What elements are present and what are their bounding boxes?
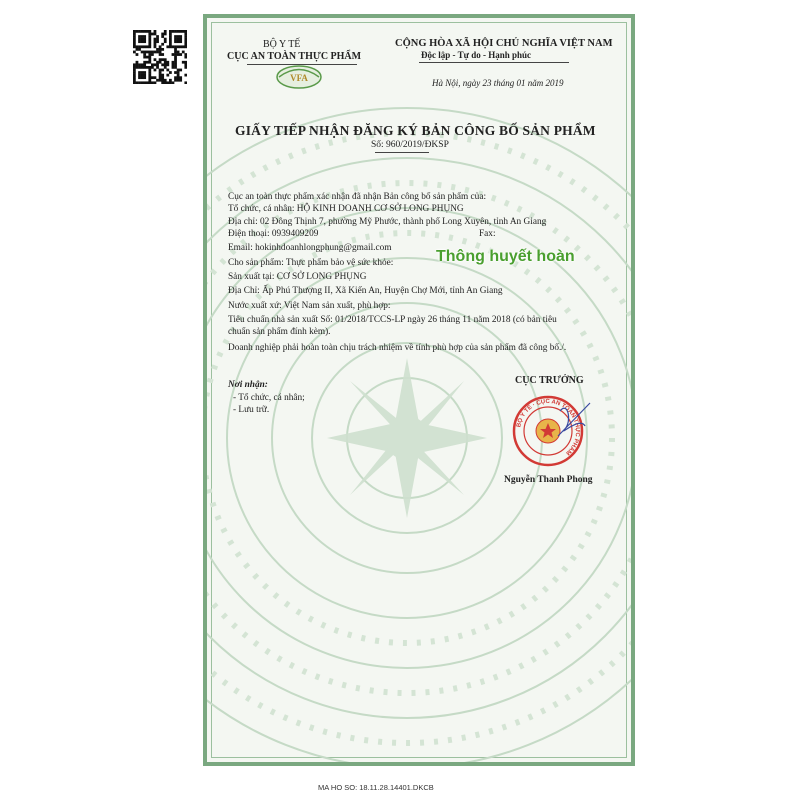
qr-module: [179, 38, 182, 41]
qr-module: [172, 63, 175, 66]
qr-module: [161, 79, 164, 82]
qr-module: [136, 66, 139, 69]
qr-module: [154, 58, 157, 61]
qr-module: [166, 45, 169, 48]
qr-module: [133, 71, 136, 74]
qr-module: [148, 74, 151, 77]
qr-module: [161, 53, 164, 56]
qr-module: [159, 58, 162, 61]
receivers-label: Nơi nhận:: [228, 380, 268, 390]
qr-module: [179, 35, 182, 38]
qr-module: [174, 53, 177, 56]
qr-module: [169, 81, 172, 84]
qr-module: [177, 51, 180, 54]
qr-module: [154, 43, 157, 46]
qr-module: [133, 63, 136, 66]
qr-module: [133, 38, 136, 41]
qr-module: [141, 81, 144, 84]
qr-module: [177, 35, 180, 38]
qr-module: [143, 61, 146, 64]
qr-module: [184, 66, 187, 69]
director-title: CỤC TRƯỞNG: [515, 375, 584, 386]
qr-module: [148, 40, 151, 43]
qr-module: [169, 79, 172, 82]
qr-module: [184, 45, 187, 48]
qr-module: [141, 51, 144, 54]
qr-module: [184, 74, 187, 77]
body-line: Tổ chức, cá nhân: HỘ KINH DOANH CƠ SỞ LONG PHỤNG: [228, 204, 464, 214]
qr-module: [156, 38, 159, 41]
qr-module: [174, 45, 177, 48]
body-line: Tiêu chuẩn nhà sản xuất Số: 01/2018/TCCS-LP ngày 26 tháng 11 năm 2018 (có bản tiêu: [228, 315, 557, 325]
official-seal-icon: [510, 391, 596, 477]
qr-module: [156, 48, 159, 51]
national-motto: Độc lập - Tự do - Hạnh phúc: [421, 50, 532, 60]
qr-module: [177, 71, 180, 74]
seal-text: BỘ Y TẾ · CỤC AN TOÀN THỰC PHẨM: [516, 398, 581, 456]
qr-module: [172, 81, 175, 84]
body-line: Sản xuất tại: CƠ SỞ LONG PHỤNG: [228, 272, 367, 282]
qr-module: [151, 63, 154, 66]
qr-module: [141, 74, 144, 77]
qr-module: [169, 45, 172, 48]
qr-module: [184, 56, 187, 59]
qr-module: [179, 30, 182, 33]
qr-module: [143, 71, 146, 74]
qr-module: [179, 79, 182, 82]
qr-module: [166, 61, 169, 64]
body-line: chuẩn sản phẩm đính kèm).: [228, 327, 331, 337]
qr-module: [133, 33, 136, 36]
qr-module: [172, 61, 175, 64]
qr-module: [179, 45, 182, 48]
qr-module: [182, 45, 185, 48]
qr-module: [143, 35, 146, 38]
qr-module: [179, 69, 182, 72]
qr-module: [141, 66, 144, 69]
product-name-overlay: Thông huyết hoàn: [436, 248, 575, 265]
qr-module: [159, 71, 162, 74]
qr-module: [159, 51, 162, 54]
qr-module: [184, 40, 187, 43]
qr-module: [154, 30, 157, 33]
qr-module: [169, 35, 172, 38]
qr-module: [141, 40, 144, 43]
qr-module: [161, 76, 164, 79]
qr-code: [133, 30, 187, 84]
qr-module: [133, 81, 136, 84]
qr-module: [159, 79, 162, 82]
qr-module: [154, 51, 157, 54]
ministry-name: BỘ Y TẾ: [263, 39, 301, 50]
qr-code-icon: [133, 30, 187, 84]
qr-module: [159, 69, 162, 72]
qr-module: [184, 53, 187, 56]
qr-module: [156, 66, 159, 69]
qr-module: [182, 61, 185, 64]
qr-module: [146, 81, 149, 84]
qr-module: [146, 66, 149, 69]
qr-module: [177, 53, 180, 56]
qr-module: [161, 69, 164, 72]
qr-module: [156, 51, 159, 54]
qr-module: [161, 74, 164, 77]
receiver-item: - Lưu trữ.: [233, 405, 270, 415]
qr-module: [177, 76, 180, 79]
body-line: Địa Chỉ: Ấp Phú Thượng II, Xã Kiến An, Huyện Chợ Mới, tỉnh An Giang: [228, 286, 503, 296]
qr-module: [136, 45, 139, 48]
qr-module: [174, 48, 177, 51]
qr-module: [156, 61, 159, 64]
qr-module: [174, 40, 177, 43]
qr-module: [184, 63, 187, 66]
body-line: Địa chỉ: 02 Đông Thịnh 7, phường Mỹ Phước, thành phố Long Xuyên, tỉnh An Giang: [228, 217, 547, 227]
qr-module: [156, 35, 159, 38]
document-title: GIẤY TIẾP NHẬN ĐĂNG KÝ BẢN CÔNG BỐ SẢN PHẨM: [235, 123, 596, 138]
qr-module: [138, 38, 141, 41]
qr-module: [138, 71, 141, 74]
qr-module: [177, 74, 180, 77]
qr-module: [174, 38, 177, 41]
body-line: Email: hokinhdoanhlongphung@gmail.com: [228, 243, 392, 253]
qr-module: [154, 45, 157, 48]
qr-module: [133, 66, 136, 69]
fax-label: Fax:: [479, 229, 496, 239]
qr-module: [174, 61, 177, 64]
qr-module: [148, 79, 151, 82]
qr-module: [164, 58, 167, 61]
qr-module: [177, 79, 180, 82]
qr-module: [151, 66, 154, 69]
qr-module: [169, 71, 172, 74]
qr-module: [143, 30, 146, 33]
qr-module: [143, 56, 146, 59]
qr-module: [146, 30, 149, 33]
qr-module: [133, 79, 136, 82]
qr-module: [136, 63, 139, 66]
qr-module: [184, 35, 187, 38]
qr-module: [159, 74, 162, 77]
qr-module: [174, 56, 177, 59]
qr-module: [174, 58, 177, 61]
body-line: Doanh nghiệp phải hoàn toàn chịu trách nhiệm về tính phù hợp của sản phẩm đã công bố./.: [228, 343, 567, 353]
qr-module: [179, 40, 182, 43]
qr-module: [148, 35, 151, 38]
qr-module: [146, 45, 149, 48]
qr-module: [174, 66, 177, 69]
qr-module: [138, 30, 141, 33]
qr-module: [148, 61, 151, 64]
qr-module: [164, 38, 167, 41]
qr-module: [133, 40, 136, 43]
qr-module: [161, 35, 164, 38]
qr-module: [148, 71, 151, 74]
qr-module: [151, 76, 154, 79]
qr-module: [148, 56, 151, 59]
document-number: Số: 960/2019/ĐKSP: [371, 140, 449, 150]
qr-module: [133, 45, 136, 48]
qr-module: [161, 43, 164, 46]
qr-module: [138, 74, 141, 77]
issue-date: Hà Nội, ngày 23 tháng 01 năm 2019: [432, 78, 564, 88]
body-line: Điện thoại: 0939409209: [228, 229, 319, 239]
qr-module: [133, 35, 136, 38]
qr-module: [141, 63, 144, 66]
qr-module: [161, 58, 164, 61]
qr-module: [141, 38, 144, 41]
qr-module: [138, 48, 141, 51]
qr-module: [169, 30, 172, 33]
qr-module: [172, 66, 175, 69]
qr-module: [146, 51, 149, 54]
qr-module: [154, 69, 157, 72]
qr-module: [174, 76, 177, 79]
qr-module: [174, 63, 177, 66]
qr-module: [138, 35, 141, 38]
qr-module: [174, 79, 177, 82]
qr-module: [148, 69, 151, 72]
qr-module: [161, 81, 164, 84]
qr-module: [133, 76, 136, 79]
qr-module: [184, 30, 187, 33]
qr-module: [143, 51, 146, 54]
qr-module: [174, 51, 177, 54]
qr-module: [169, 43, 172, 46]
qr-module: [184, 33, 187, 36]
director-name: Nguyễn Thanh Phong: [504, 475, 593, 485]
qr-module: [141, 76, 144, 79]
qr-module: [146, 61, 149, 64]
qr-module: [182, 51, 185, 54]
qr-module: [151, 51, 154, 54]
qr-module: [138, 45, 141, 48]
qr-module: [172, 53, 175, 56]
qr-module: [148, 81, 151, 84]
qr-module: [172, 30, 175, 33]
qr-module: [184, 38, 187, 41]
agency-name: CỤC AN TOÀN THỰC PHẨM: [227, 51, 362, 62]
qr-module: [164, 79, 167, 82]
qr-module: [154, 38, 157, 41]
qr-module: [159, 61, 162, 64]
qr-module: [159, 76, 162, 79]
qr-module: [164, 81, 167, 84]
qr-module: [166, 81, 169, 84]
qr-module: [156, 63, 159, 66]
qr-module: [184, 61, 187, 64]
body-line: Cho sản phẩm: Thực phẩm bảo vệ sức khỏe:: [228, 258, 394, 268]
qr-module: [164, 40, 167, 43]
qr-module: [136, 61, 139, 64]
qr-module: [148, 51, 151, 54]
qr-module: [148, 33, 151, 36]
qr-module: [169, 38, 172, 41]
qr-module: [174, 35, 177, 38]
qr-module: [166, 69, 169, 72]
qr-module: [177, 69, 180, 72]
qr-module: [141, 45, 144, 48]
qr-module: [159, 53, 162, 56]
qr-module: [143, 66, 146, 69]
qr-module: [136, 48, 139, 51]
qr-module: [156, 40, 159, 43]
motto-underline: [419, 62, 569, 63]
qr-module: [164, 66, 167, 69]
qr-module: [161, 63, 164, 66]
qr-module: [141, 71, 144, 74]
body-line: Nước xuất xứ: Việt Nam sản xuất, phù hợp:: [228, 301, 391, 311]
republic-name: CỘNG HÒA XÃ HỘI CHỦ NGHĨA VIỆT NAM: [395, 38, 613, 49]
qr-module: [179, 53, 182, 56]
qr-module: [166, 74, 169, 77]
qr-module: [143, 74, 146, 77]
receiver-item: - Tổ chức, cá nhân;: [233, 393, 305, 403]
qr-module: [164, 33, 167, 36]
qr-module: [182, 30, 185, 33]
qr-module: [133, 43, 136, 46]
record-code: MA HO SO: 18.11.28.14401.DKCB: [318, 783, 434, 792]
qr-module: [177, 38, 180, 41]
certificate-document: [203, 14, 635, 766]
qr-module: [151, 53, 154, 56]
qr-module: [166, 63, 169, 66]
qr-module: [138, 81, 141, 84]
qr-module: [164, 61, 167, 64]
qr-module: [133, 30, 136, 33]
qr-module: [164, 63, 167, 66]
qr-module: [159, 45, 162, 48]
qr-module: [148, 38, 151, 41]
qr-module: [169, 40, 172, 43]
qr-module: [138, 66, 141, 69]
qr-module: [148, 53, 151, 56]
qr-module: [143, 81, 146, 84]
qr-module: [177, 45, 180, 48]
qr-module: [184, 81, 187, 84]
qr-module: [184, 43, 187, 46]
qr-module: [151, 81, 154, 84]
qr-module: [148, 43, 151, 46]
qr-module: [136, 81, 139, 84]
qr-module: [174, 30, 177, 33]
qr-module: [146, 56, 149, 59]
qr-module: [177, 30, 180, 33]
emblem-icon: [536, 419, 560, 443]
qr-module: [148, 30, 151, 33]
qr-module: [136, 30, 139, 33]
qr-module: [138, 76, 141, 79]
qr-module: [138, 40, 141, 43]
qr-module: [143, 76, 146, 79]
qr-module: [154, 33, 157, 36]
qr-module: [154, 81, 157, 84]
qr-module: [133, 69, 136, 72]
qr-module: [143, 45, 146, 48]
qr-module: [148, 58, 151, 61]
qr-module: [151, 33, 154, 36]
qr-module: [141, 35, 144, 38]
qr-module: [164, 30, 167, 33]
qr-module: [133, 74, 136, 77]
qr-module: [148, 66, 151, 69]
qr-module: [174, 71, 177, 74]
qr-module: [172, 45, 175, 48]
vfa-logo-icon: [271, 64, 327, 90]
qr-module: [143, 38, 146, 41]
qr-module: [148, 76, 151, 79]
qr-module: [133, 51, 136, 54]
qr-module: [141, 30, 144, 33]
qr-module: [143, 53, 146, 56]
qr-module: [138, 63, 141, 66]
qr-module: [161, 48, 164, 51]
qr-module: [154, 63, 157, 66]
qr-module: [136, 53, 139, 56]
number-underline: [375, 152, 429, 153]
qr-module: [156, 79, 159, 82]
qr-module: [154, 40, 157, 43]
logo-text: VFA: [290, 73, 308, 83]
qr-module: [161, 33, 164, 36]
qr-module: [148, 45, 151, 48]
qr-module: [177, 40, 180, 43]
body-line: Cục an toàn thực phẩm xác nhận đã nhận Bản công bố sản phẩm của:: [228, 192, 487, 202]
qr-module: [159, 48, 162, 51]
qr-module: [143, 40, 146, 43]
qr-module: [143, 63, 146, 66]
qr-module: [179, 76, 182, 79]
qr-module: [154, 76, 157, 79]
qr-module: [169, 33, 172, 36]
